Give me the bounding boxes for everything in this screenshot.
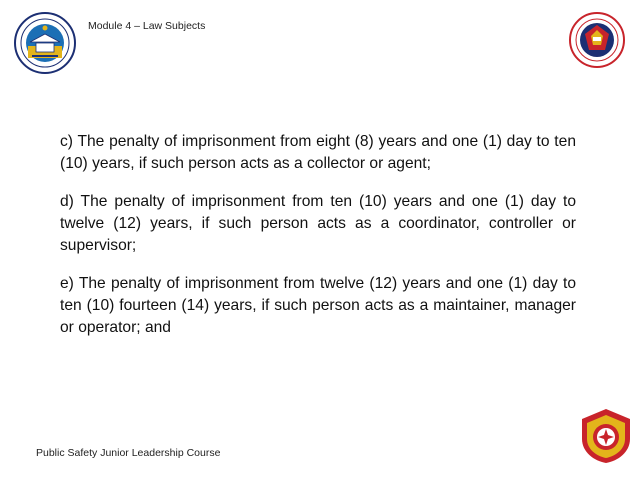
academy-seal-icon (14, 12, 76, 74)
paragraph-c: c) The penalty of imprisonment from eight (8) years and one (1) day to ten (10) years, if such person acts as a collector or agent; (60, 133, 576, 172)
paragraph-e: e) The penalty of imprisonment from twelve (12) years and one (1) day to ten (10) fourteen (14) years, if such person acts as a maintainer, manager or operator; and (60, 275, 576, 336)
paragraph-d: d) The penalty of imprisonment from ten (10) years and one (1) day to twelve (12) years, if such person acts as a coordinator, controller or supervisor; (60, 193, 576, 254)
main-content (60, 131, 576, 355)
ppsc-seal-icon (569, 12, 625, 68)
pnp-seal-icon (578, 407, 634, 465)
module-title: Module 4 – Law Subjects (88, 20, 206, 32)
course-footer: Public Safety Junior Leadership Course (36, 447, 221, 459)
